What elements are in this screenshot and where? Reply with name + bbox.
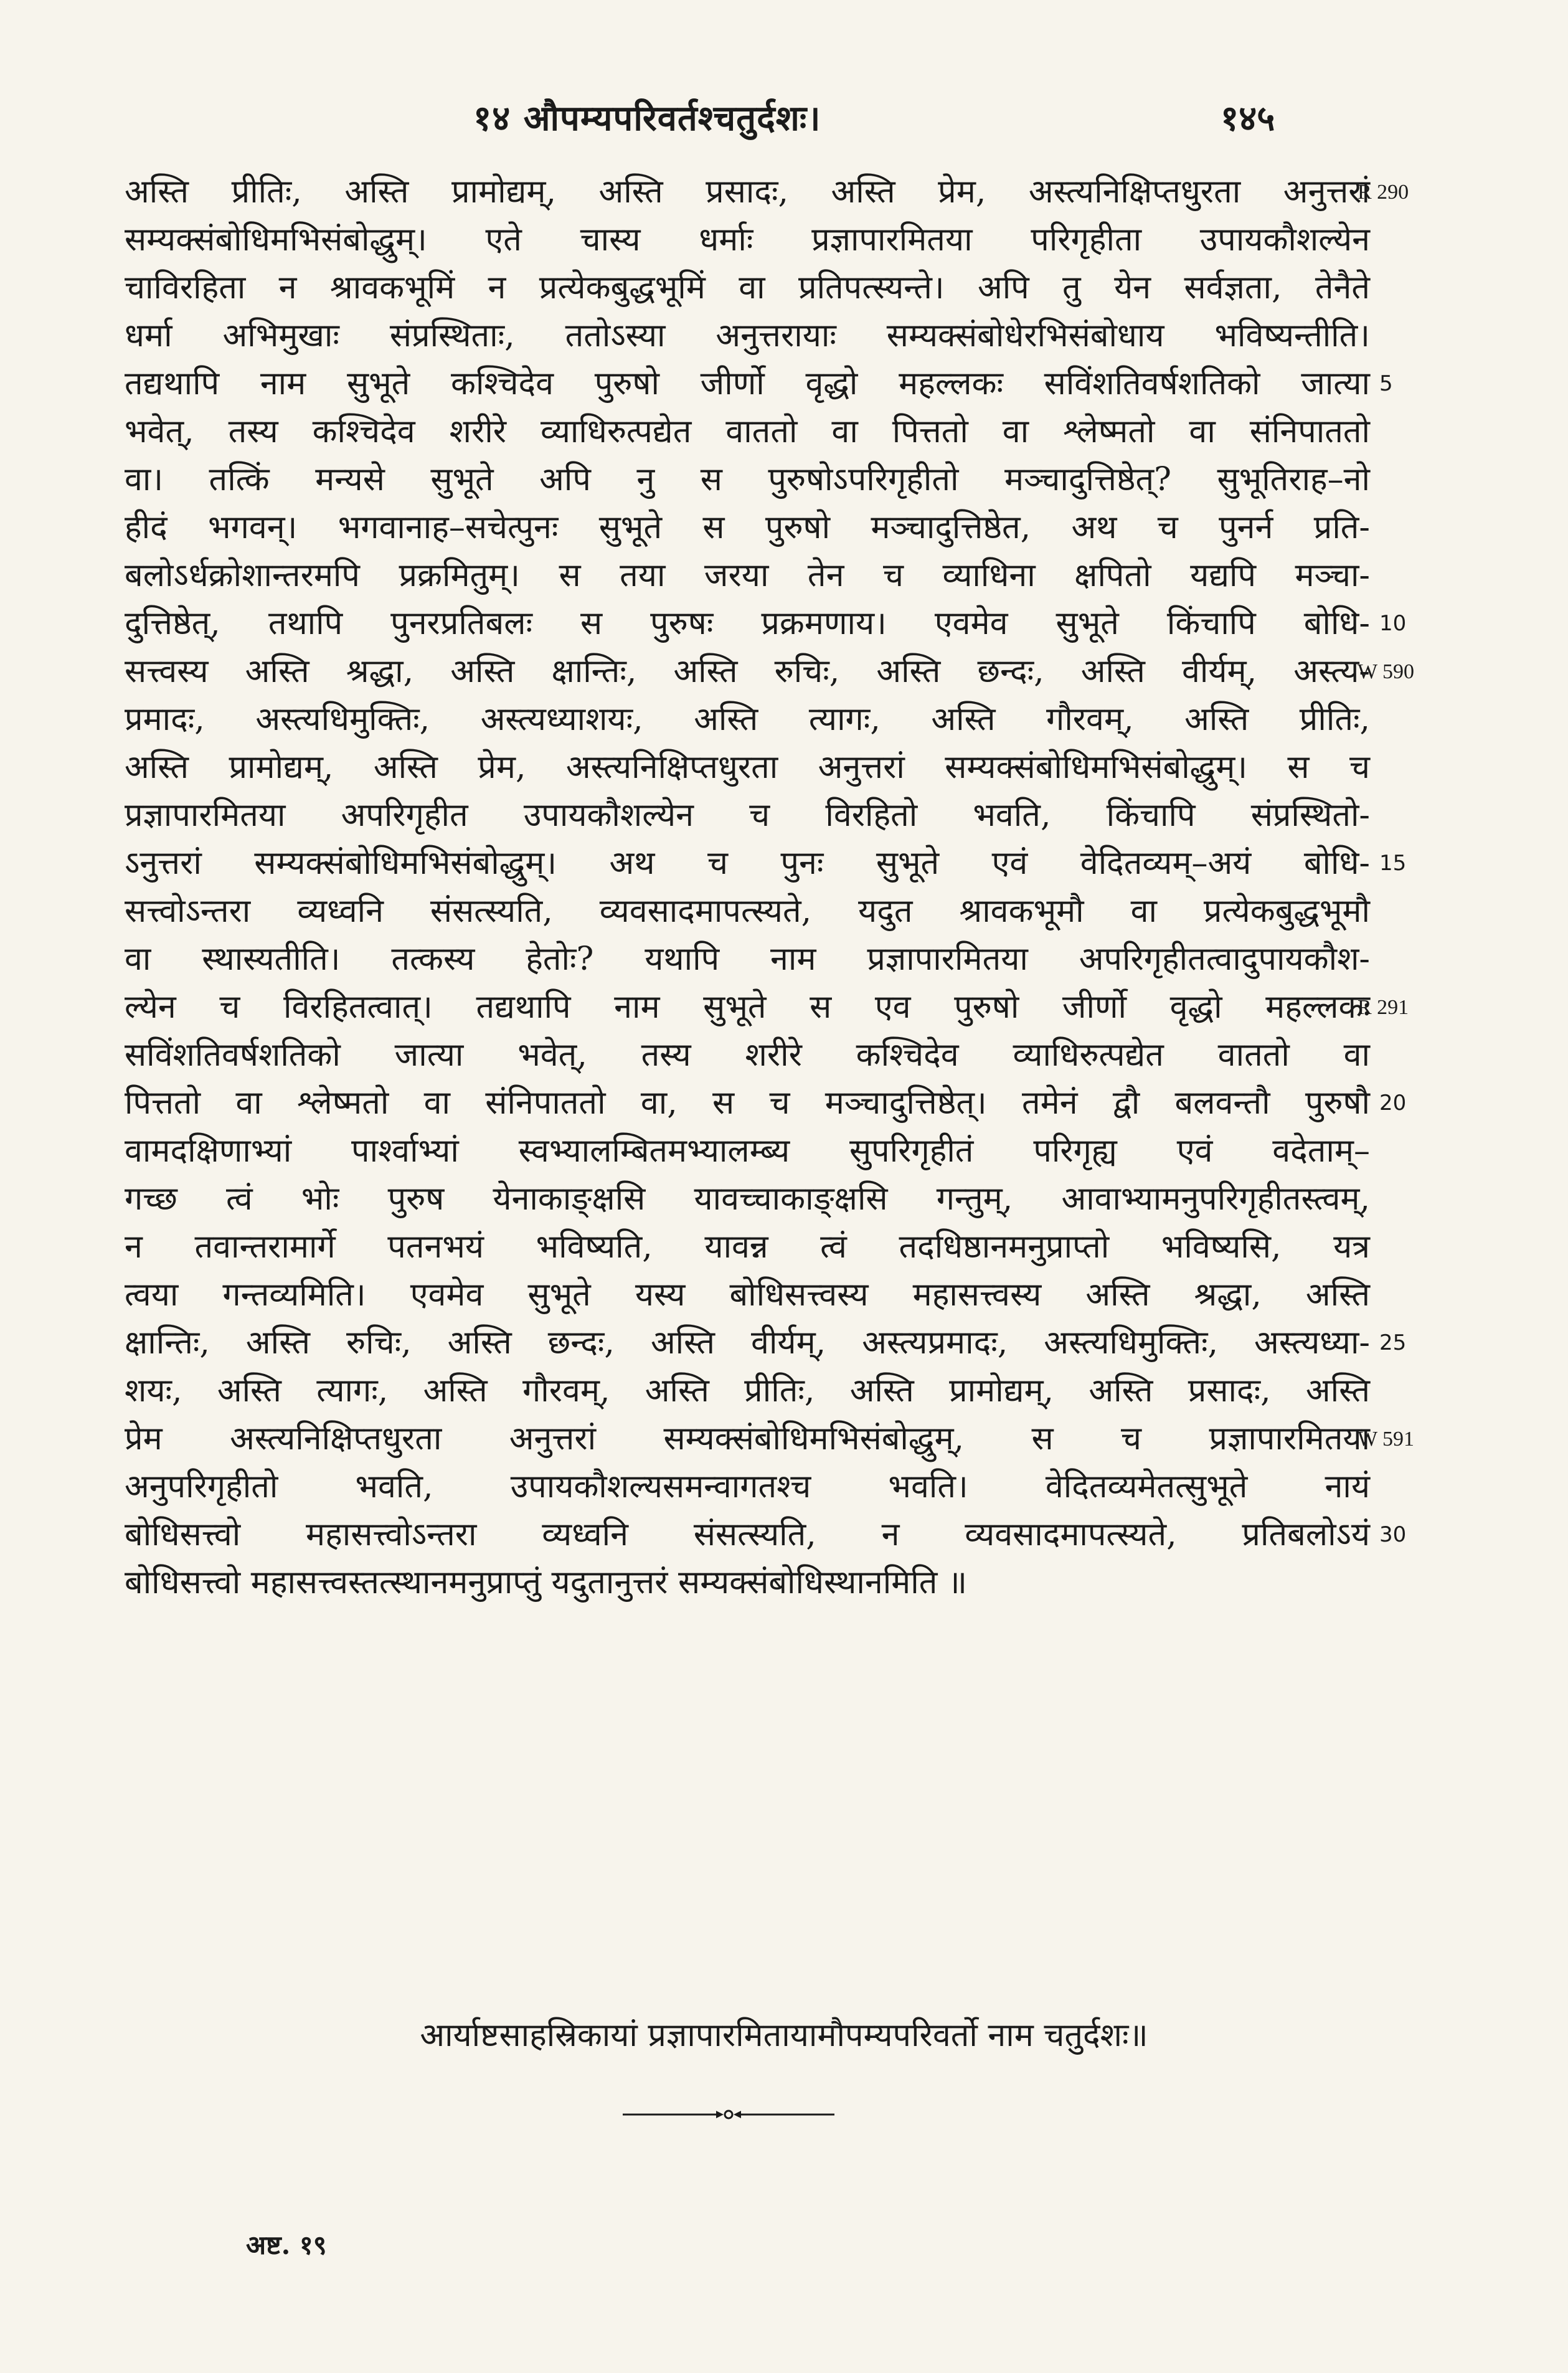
- text-line: [125, 360, 1393, 408]
- line-text: क्षान्तिः, अस्ति रुचिः, अस्ति छन्दः, अस्ति वीर्यम्, अस्त्यप्रमादः, अस्त्यधिमुक्तिः, अस्त्यध्या-: [125, 1324, 1370, 1362]
- line-text: सत्त्वस्य अस्ति श्रद्धा, अस्ति क्षान्तिः, अस्ति रुचिः, अस्ति छन्दः, अस्ति वीर्यम्, अस्त्य-: [125, 653, 1370, 690]
- line-text: पित्ततो वा श्लेष्मतो वा संनिपाततो वा, स च मञ्चादुत्तिष्ठेत्। तमेनं द्वौ बलवन्तौ पुरुषौ: [125, 1084, 1370, 1122]
- text-line: [125, 1175, 1370, 1223]
- ornament-divider: [623, 2105, 834, 2124]
- signature-mark: अष्ट. १९: [246, 2230, 327, 2260]
- text-line: [125, 744, 1370, 792]
- text-line: [125, 216, 1370, 264]
- text-line: [125, 648, 1370, 696]
- line-text: सम्यक्संबोधिमभिसंबोद्धुम्। एते चास्य धर्माः प्रज्ञापारमितया परिगृहीता उपायकौशल्येन: [125, 221, 1370, 258]
- text-line: [125, 1415, 1370, 1463]
- text-line: [125, 1511, 1407, 1559]
- line-text: गच्छ त्वं भोः पुरुष येनाकाङ्क्षसि यावच्चाकाङ्क्षसि गन्तुम्, आवाभ्यामनुपरिगृहीतस्त्वम्,: [125, 1180, 1370, 1218]
- line-text: बलोऽर्धक्रोशान्तरमपि प्रक्रमितुम्। स तया जरया तेन च व्याधिना क्षपितो यद्यपि मञ्चा-: [125, 557, 1370, 594]
- line-text: बोधिसत्त्वो महासत्त्वोऽन्तरा व्यध्वनि संसत्स्यति, न व्यवसादमापत्स्यते, प्रतिबलोऽयं: [125, 1516, 1370, 1553]
- margin-reference: R 291: [1358, 996, 1409, 1019]
- line-text: त्वया गन्तव्यमिति। एवमेव सुभूते यस्य बोधिसत्त्वस्य महासत्त्वस्य अस्ति श्रद्धा, अस्ति: [125, 1276, 1370, 1314]
- page-number: १४५: [1221, 98, 1275, 139]
- text-line: [125, 1559, 1370, 1607]
- running-header: [0, 93, 1568, 143]
- text-line: [125, 888, 1370, 935]
- line-text: प्रमादः, अस्त्यधिमुक्तिः, अस्त्यध्याशयः, अस्ति त्यागः, अस्ति गौरवम्, अस्ति प्रीतिः,: [125, 701, 1370, 738]
- line-text: प्रेम अस्त्यनिक्षिप्तधुरता अनुत्तरां सम्यक्संबोधिमभिसंबोद्धुम्, स च प्रज्ञापारमितया: [125, 1420, 1370, 1457]
- line-number: 25: [1379, 1330, 1407, 1355]
- text-line: [125, 1463, 1370, 1511]
- line-text: अस्ति प्रामोद्यम्, अस्ति प्रेम, अस्त्यनिक्षिप्तधुरता अनुत्तरां सम्यक्संबोधिमभिसंबोद्धुम्। स च: [125, 749, 1370, 786]
- chapter-title: १४ औपम्यपरिवर्तश्चतुर्दशः।: [473, 98, 821, 139]
- text-line: [125, 1223, 1370, 1271]
- line-text: बोधिसत्त्वो महासत्त्वस्तत्स्थानमनुप्राप्तुं यदुतानुत्तरं सम्यक्संबोधिस्थानमिति ॥: [125, 1564, 968, 1601]
- line-text: न तवान्तरामार्गे पतनभयं भविष्यति, यावन्न त्वं तदधिष्ठानमनुप्राप्तो भविष्यसि, यत्र: [125, 1228, 1370, 1266]
- line-text: तद्यथापि नाम सुभूते कश्चिदेव पुरुषो जीर्णो वृद्धो महल्लकः सविंशतिवर्षशतिको जात्या: [125, 365, 1370, 402]
- text-line: [125, 408, 1370, 456]
- text-line: [125, 168, 1370, 216]
- text-line: [125, 1127, 1370, 1175]
- line-number: 30: [1379, 1522, 1407, 1547]
- line-text: धर्मा अभिमुखाः संप्रस्थिताः, ततोऽस्या अनुत्तरायाः सम्यक्संबोधेरभिसंबोधाय भविष्यन्तीति।: [125, 317, 1370, 354]
- text-line: [125, 1271, 1370, 1319]
- text-line: [125, 792, 1370, 840]
- line-text: सविंशतिवर्षशतिको जात्या भवेत्, तस्य शरीरे कश्चिदेव व्याधिरुत्पद्येत वाततो वा: [125, 1036, 1370, 1074]
- line-text: अनुपरिगृहीतो भवति, उपायकौशल्यसमन्वागतश्च भवति। वेदितव्यमेतत्सुभूते नायं: [125, 1468, 1370, 1505]
- line-text: भवेत्, तस्य कश्चिदेव शरीरे व्याधिरुत्पद्येत वाततो वा पित्ततो वा श्लेष्मतो वा संनिपाततो: [125, 413, 1370, 450]
- margin-reference: R 290: [1358, 181, 1409, 204]
- text-line: [125, 552, 1370, 600]
- colophon: आर्याष्टसाहस्रिकायां प्रज्ञापारमितायामौपम्यपरिवर्तो नाम चतुर्दशः॥: [420, 2017, 1148, 2054]
- line-number: 20: [1379, 1091, 1407, 1115]
- text-line: [125, 696, 1370, 744]
- line-text: वामदक्षिणाभ्यां पार्श्वाभ्यां स्वभ्यालम्बितमभ्यालम्ब्य सुपरिगृहीतं परिगृह्य एवं वदेताम्–: [125, 1132, 1370, 1170]
- line-text: दुत्तिष्ठेत्, तथापि पुनरप्रतिबलः स पुरुषः प्रक्रमणाय। एवमेव सुभूते किंचापि बोधि-: [125, 605, 1370, 642]
- text-line: [125, 840, 1407, 888]
- text-line: [125, 600, 1407, 648]
- line-number: 5: [1379, 371, 1393, 396]
- text-line: [125, 1319, 1407, 1367]
- text-line: [125, 1079, 1407, 1127]
- line-text: प्रज्ञापारमितया अपरिगृहीत उपायकौशल्येन च विरहितो भवति, किंचापि संप्रस्थितो-: [125, 797, 1370, 834]
- text-line: [125, 935, 1370, 983]
- line-number: 10: [1379, 611, 1407, 636]
- line-text: वा स्थास्यतीति। तत्कस्य हेतोः? यथापि नाम प्रज्ञापारमितया अपरिगृहीतत्वादुपायकौश-: [125, 940, 1370, 978]
- line-text: वा। तत्किं मन्यसे सुभूते अपि नु स पुरुषोऽपरिगृहीतो मञ्चादुत्तिष्ठेत्? सुभूतिराह–नो: [125, 461, 1370, 498]
- text-line: [125, 264, 1370, 312]
- line-text: शयः, अस्ति त्यागः, अस्ति गौरवम्, अस्ति प्रीतिः, अस्ति प्रामोद्यम्, अस्ति प्रसादः, अस्ति: [125, 1372, 1370, 1409]
- text-line: [125, 1367, 1370, 1415]
- line-text: ऽनुत्तरां सम्यक्संबोधिमभिसंबोद्धुम्। अथ च पुनः सुभूते एवं वेदितव्यम्–अयं बोधि-: [125, 845, 1370, 882]
- body-text: [125, 168, 1420, 1607]
- text-line: [125, 312, 1370, 360]
- line-text: हीदं भगवन्। भगवानाह–सचेत्पुनः सुभूते स पुरुषो मञ्चादुत्तिष्ठेत, अथ च पुनर्न प्रति-: [125, 509, 1370, 546]
- line-number: 15: [1379, 851, 1407, 876]
- text-line: [125, 1031, 1370, 1079]
- text-line: [125, 456, 1370, 504]
- line-text: अस्ति प्रीतिः, अस्ति प्रामोद्यम्, अस्ति प्रसादः, अस्ति प्रेम, अस्त्यनिक्षिप्तधुरता अनुत्तरां: [125, 173, 1370, 211]
- line-text: ल्येन च विरहितत्वात्। तद्यथापि नाम सुभूते स एव पुरुषो जीर्णो वृद्धो महल्लकः: [125, 988, 1370, 1026]
- margin-reference: W 590: [1358, 660, 1414, 683]
- margin-reference: W 591: [1358, 1428, 1414, 1451]
- line-text: चाविरहिता न श्रावकभूमिं न प्रत्येकबुद्धभूमिं वा प्रतिपत्स्यन्ते। अपि तु येन सर्वज्ञता, तेनैते: [125, 269, 1370, 306]
- text-line: [125, 504, 1370, 552]
- line-text: सत्त्वोऽन्तरा व्यध्वनि संसत्स्यति, व्यवसादमापत्स्यते, यदुत श्रावकभूमौ वा प्रत्येकबुद्धभूमौ: [125, 893, 1370, 930]
- text-line: [125, 983, 1370, 1031]
